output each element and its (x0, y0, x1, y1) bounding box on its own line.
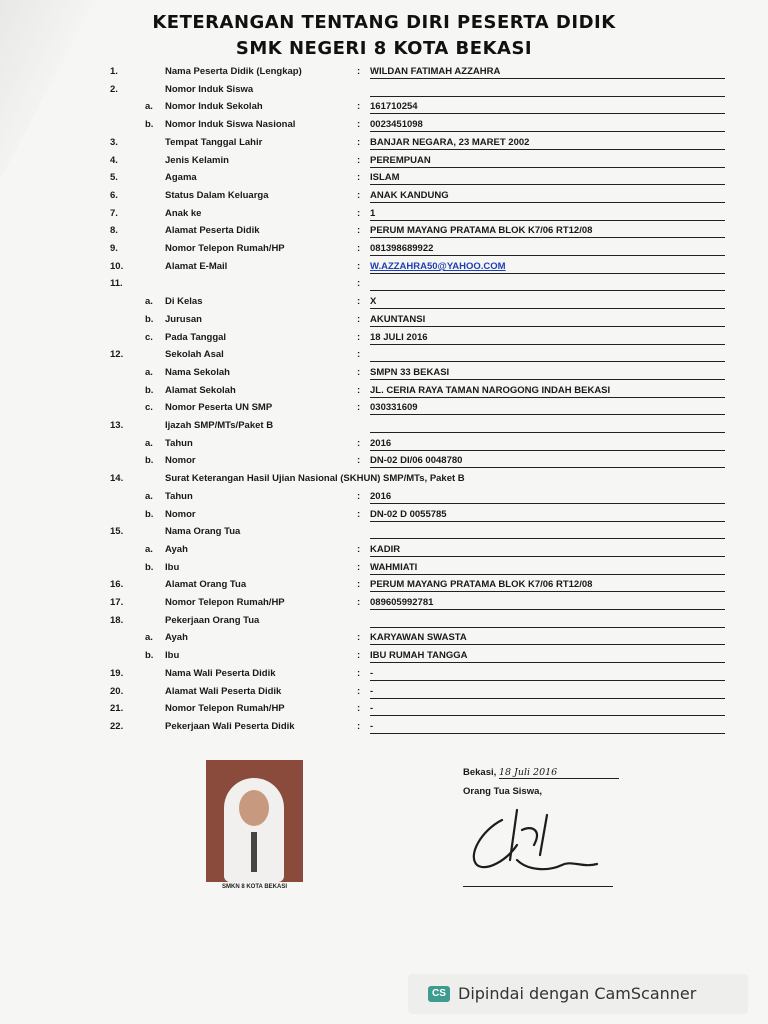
field-colon: : (357, 544, 361, 555)
form-row (0, 452, 768, 469)
field-value: DN-02 DI/06 0048780 (370, 452, 725, 468)
field-colon: : (357, 385, 361, 396)
field-value (370, 612, 725, 628)
photo-tie-shape (251, 832, 257, 872)
sign-role: Orang Tua Siswa, (463, 786, 543, 797)
field-colon: : (357, 509, 361, 520)
field-value: PERUM MAYANG PRATAMA BLOK K7/06 RT12/08 (370, 576, 725, 592)
row-sub-letter: b. (145, 562, 154, 573)
field-value: 0023451098 (370, 116, 725, 132)
field-label: Pekerjaan Orang Tua (165, 615, 260, 626)
field-label: Alamat Orang Tua (165, 579, 247, 590)
row-number: 11. (110, 278, 123, 289)
field-value (370, 81, 725, 97)
row-sub-letter: a. (145, 491, 153, 502)
field-label: Agama (165, 172, 197, 183)
field-colon: : (357, 261, 361, 272)
field-colon: : (357, 650, 361, 661)
field-colon: : (357, 367, 361, 378)
field-colon: : (357, 172, 361, 183)
row-sub-letter: b. (145, 509, 154, 520)
field-value: - (370, 683, 725, 699)
form-row (0, 541, 768, 558)
form-row (0, 169, 768, 186)
form-row (0, 152, 768, 169)
row-sub-letter: a. (145, 101, 153, 112)
signature-place-date (463, 767, 619, 779)
field-value (370, 346, 725, 362)
row-number: 15. (110, 526, 124, 537)
field-label: Ayah (165, 544, 188, 555)
form-row (0, 665, 768, 682)
form-row (0, 506, 768, 523)
row-number: 12. (110, 349, 124, 360)
sign-place: Bekasi, (463, 767, 497, 778)
field-colon: : (357, 668, 361, 679)
field-value: 081398689922 (370, 240, 725, 256)
field-colon: : (357, 66, 361, 77)
row-number: 10. (110, 261, 124, 272)
row-number: 19. (110, 668, 124, 679)
field-label: Nomor Telepon Rumah/HP (165, 243, 285, 254)
form-row (0, 134, 768, 151)
field-label: Nomor Induk Siswa Nasional (165, 119, 296, 130)
field-colon: : (357, 225, 361, 236)
row-number: 7. (110, 208, 118, 219)
form-row (0, 612, 768, 629)
field-label: Ibu (165, 650, 180, 661)
row-sub-letter: a. (145, 367, 153, 378)
field-value: ISLAM (370, 169, 725, 185)
camscanner-icon: CS (428, 986, 450, 1002)
field-label: Alamat Wali Peserta Didik (165, 686, 282, 697)
field-value: 030331609 (370, 399, 725, 415)
field-colon: : (357, 155, 361, 166)
row-sub-letter: a. (145, 296, 153, 307)
photo-face-shape (239, 790, 269, 826)
field-value: SMPN 33 BEKASI (370, 364, 725, 380)
field-colon: : (357, 491, 361, 502)
student-photo (206, 760, 303, 882)
row-number: 13. (110, 420, 124, 431)
form-row (0, 435, 768, 452)
field-label: Nomor Peserta UN SMP (165, 402, 273, 413)
field-label: Nomor Telepon Rumah/HP (165, 597, 285, 608)
form-row (0, 399, 768, 416)
form-row (0, 364, 768, 381)
row-number: 14. (110, 473, 124, 484)
row-number: 18. (110, 615, 124, 626)
form-row (0, 559, 768, 576)
field-colon: : (357, 101, 361, 112)
row-sub-letter: c. (145, 402, 153, 413)
field-colon: : (357, 190, 361, 201)
field-value: 2016 (370, 488, 725, 504)
field-value: WAHMIATI (370, 559, 725, 575)
field-colon: : (357, 314, 361, 325)
field-label: Pekerjaan Wali Peserta Didik (165, 721, 295, 732)
field-label: Alamat Sekolah (165, 385, 236, 396)
field-value: ANAK KANDUNG (370, 187, 725, 203)
camscanner-watermark (408, 974, 748, 1014)
field-colon: : (357, 137, 361, 148)
field-value: 1 (370, 205, 725, 221)
field-value: PERUM MAYANG PRATAMA BLOK K7/06 RT12/08 (370, 222, 725, 238)
form-row (0, 63, 768, 80)
field-value: 161710254 (370, 98, 725, 114)
row-number: 16. (110, 579, 124, 590)
field-label: Nomor Telepon Rumah/HP (165, 703, 285, 714)
field-value: - (370, 700, 725, 716)
row-number: 17. (110, 597, 124, 608)
row-number: 20. (110, 686, 124, 697)
photo-caption: SMKN 8 KOTA BEKASI (221, 884, 287, 890)
field-value (370, 417, 725, 433)
field-label: Anak ke (165, 208, 202, 219)
row-number: 8. (110, 225, 118, 236)
document-title: KETERANGAN TENTANG DIRI PESERTA DIDIK (152, 12, 616, 33)
form-row (0, 683, 768, 700)
form-row (0, 647, 768, 664)
form-row (0, 700, 768, 717)
field-value: DN-02 D 0055785 (370, 506, 725, 522)
field-colon: : (357, 208, 361, 219)
field-value: KADIR (370, 541, 725, 557)
form-row (0, 470, 768, 487)
row-number: 1. (110, 66, 118, 77)
field-label: Nomor (165, 455, 196, 466)
row-number: 9. (110, 243, 118, 254)
form-row (0, 81, 768, 98)
form-row (0, 523, 768, 540)
field-label: Ibu (165, 562, 180, 573)
form-row (0, 275, 768, 292)
field-label: Sekolah Asal (165, 349, 224, 360)
field-value: BANJAR NEGARA, 23 MARET 2002 (370, 134, 725, 150)
field-colon: : (357, 296, 361, 307)
camscanner-text: Dipindai dengan CamScanner (458, 984, 697, 1003)
form-row (0, 222, 768, 239)
field-colon: : (357, 579, 361, 590)
row-number: 21. (110, 703, 124, 714)
form-row (0, 718, 768, 735)
form-row (0, 98, 768, 115)
field-colon: : (357, 455, 361, 466)
row-sub-letter: b. (145, 385, 154, 396)
field-label: Pada Tanggal (165, 332, 227, 343)
form-row (0, 382, 768, 399)
field-label: Nomor Induk Sekolah (165, 101, 263, 112)
field-label: Surat Keterangan Hasil Ujian Nasional (SKHUN) SMP/MTs, Paket B (165, 473, 465, 484)
field-label: Jurusan (165, 314, 202, 325)
row-sub-letter: b. (145, 650, 154, 661)
field-colon: : (357, 597, 361, 608)
form-row (0, 116, 768, 133)
field-label: Nama Wali Peserta Didik (165, 668, 276, 679)
form-row (0, 240, 768, 257)
form-row (0, 488, 768, 505)
sign-date: 18 Juli 2016 (499, 767, 619, 779)
field-label: Ijazah SMP/MTs/Paket B (165, 420, 274, 431)
field-colon: : (357, 632, 361, 643)
field-label: Nama Orang Tua (165, 526, 241, 537)
row-sub-letter: a. (145, 632, 153, 643)
field-value: - (370, 665, 725, 681)
row-number: 3. (110, 137, 118, 148)
field-label: Di Kelas (165, 296, 203, 307)
field-colon: : (357, 438, 361, 449)
row-sub-letter: b. (145, 455, 154, 466)
form-row (0, 576, 768, 593)
signature-line (463, 886, 613, 887)
field-colon: : (357, 562, 361, 573)
form-row (0, 311, 768, 328)
field-value: - (370, 718, 725, 734)
field-colon: : (357, 243, 361, 254)
field-value: IBU RUMAH TANGGA (370, 647, 725, 663)
field-colon: : (357, 332, 361, 343)
row-number: 2. (110, 84, 118, 95)
form-row (0, 187, 768, 204)
row-sub-letter: b. (145, 314, 154, 325)
form-row (0, 417, 768, 434)
handwritten-signature (462, 800, 612, 885)
field-label: Nama Peserta Didik (Lengkap) (165, 66, 302, 77)
row-number: 6. (110, 190, 118, 201)
field-colon: : (357, 402, 361, 413)
row-number: 22. (110, 721, 124, 732)
field-label: Nomor Induk Siswa (165, 84, 254, 95)
field-label: Tahun (165, 438, 193, 449)
field-label: Jenis Kelamin (165, 155, 229, 166)
field-label: Ayah (165, 632, 188, 643)
row-sub-letter: b. (145, 119, 154, 130)
row-number: 5. (110, 172, 118, 183)
field-value: KARYAWAN SWASTA (370, 629, 725, 645)
field-label: Tempat Tanggal Lahir (165, 137, 263, 148)
field-value: PEREMPUAN (370, 152, 725, 168)
field-label: Nama Sekolah (165, 367, 230, 378)
form-row (0, 629, 768, 646)
field-value: 089605992781 (370, 594, 725, 610)
form-row (0, 346, 768, 363)
field-colon: : (357, 119, 361, 130)
row-sub-letter: a. (145, 438, 153, 449)
field-value: WILDAN FATIMAH AZZAHRA (370, 63, 725, 79)
form-row (0, 205, 768, 222)
form-row (0, 329, 768, 346)
row-sub-letter: c. (145, 332, 153, 343)
field-value: 18 JULI 2016 (370, 329, 725, 345)
field-label: Tahun (165, 491, 193, 502)
row-number: 4. (110, 155, 118, 166)
row-sub-letter: a. (145, 544, 153, 555)
field-label: Alamat Peserta Didik (165, 225, 260, 236)
form-row (0, 293, 768, 310)
form-row (0, 258, 768, 275)
field-value (370, 523, 725, 539)
field-value (370, 275, 725, 291)
field-label: Status Dalam Keluarga (165, 190, 269, 201)
field-label: Alamat E-Mail (165, 261, 228, 272)
field-value: 2016 (370, 435, 725, 451)
field-label: Nomor (165, 509, 196, 520)
field-value: AKUNTANSI (370, 311, 725, 327)
school-name: SMK NEGERI 8 KOTA BEKASI (235, 38, 533, 59)
field-colon: : (357, 721, 361, 732)
form-row (0, 594, 768, 611)
field-colon: : (357, 278, 361, 289)
field-value: JL. CERIA RAYA TAMAN NAROGONG INDAH BEKASI (370, 382, 725, 398)
email-link[interactable]: W.AZZAHRA50@YAHOO.COM (370, 258, 725, 274)
field-colon: : (357, 703, 361, 714)
field-colon: : (357, 349, 361, 360)
field-colon: : (357, 686, 361, 697)
field-value: X (370, 293, 725, 309)
